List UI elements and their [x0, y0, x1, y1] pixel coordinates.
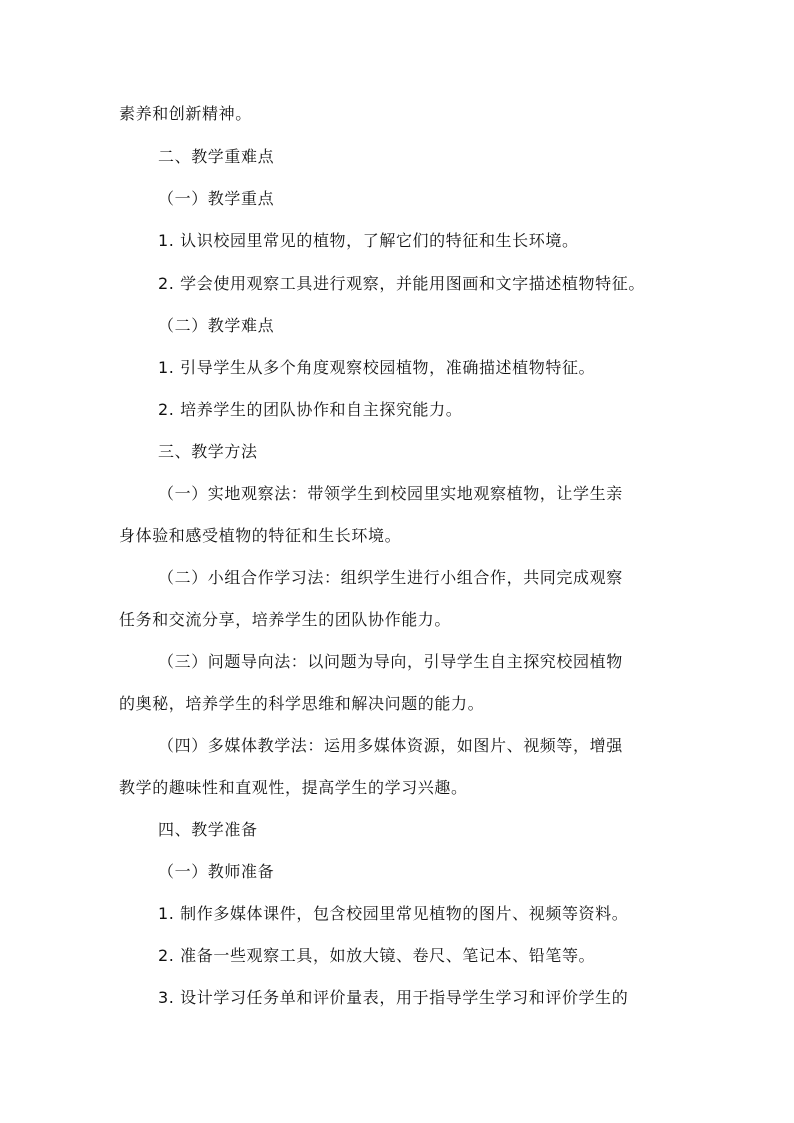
paragraph-line: 教学的趣味性和直观性，提高学生的学习兴趣。 [119, 778, 468, 797]
paragraph-line: （四）多媒体教学法：运用多媒体资源，如图片、视频等，增强 [158, 736, 623, 755]
paragraph-continuation: 素养和创新精神。 [119, 104, 252, 123]
subsection-heading: （二）教学难点 [158, 316, 275, 335]
list-item: 2. 学会使用观察工具进行观察，并能用图画和文字描述植物特征。 [158, 274, 645, 293]
list-item: 2. 准备一些观察工具，如放大镜、卷尺、笔记本、铅笔等。 [158, 946, 596, 965]
list-item: 2. 培养学生的团队协作和自主探究能力。 [158, 400, 463, 419]
paragraph-line: （一）实地观察法：带领学生到校园里实地观察植物，让学生亲 [158, 484, 623, 503]
list-item: 1. 认识校园里常见的植物，了解它们的特征和生长环境。 [158, 231, 579, 250]
list-item: 1. 引导学生从多个角度观察校园植物，准确描述植物特征。 [158, 358, 596, 377]
paragraph-line: 任务和交流分享，培养学生的团队协作能力。 [119, 610, 452, 629]
paragraph-line: （二）小组合作学习法：组织学生进行小组合作，共同完成观察 [158, 568, 623, 587]
subsection-heading: （一）教学重点 [158, 189, 275, 208]
paragraph-line: （三）问题导向法：以问题为导向，引导学生自主探究校园植物 [158, 652, 623, 671]
paragraph-line: 身体验和感受植物的特征和生长环境。 [119, 526, 402, 545]
list-item: 1. 制作多媒体课件，包含校园里常见植物的图片、视频等资料。 [158, 904, 629, 923]
section-heading: 二、教学重难点 [158, 147, 275, 166]
paragraph-line: 的奥秘，培养学生的科学思维和解决问题的能力。 [119, 694, 485, 713]
section-heading: 三、教学方法 [158, 442, 258, 461]
list-item: 3. 设计学习任务单和评价量表，用于指导学生学习和评价学生的 [158, 988, 629, 1007]
section-heading: 四、教学准备 [158, 820, 258, 839]
subsection-heading: （一）教师准备 [158, 862, 275, 881]
